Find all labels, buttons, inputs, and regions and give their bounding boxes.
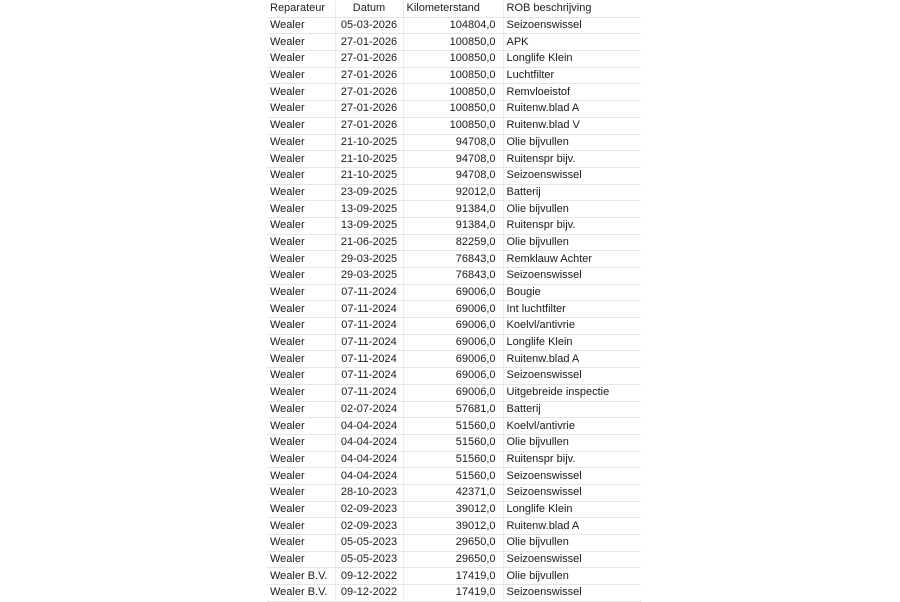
cell-rob-beschrijving: Seizoenswissel [503, 551, 641, 568]
table-row [267, 151, 641, 168]
cell-rob-beschrijving: Seizoenswissel [503, 368, 641, 385]
cell-rob-beschrijving: Olie bijvullen [503, 535, 641, 552]
cell-datum: 09-12-2022 [335, 585, 403, 602]
cell-rob-beschrijving: Longlife Klein [503, 334, 641, 351]
cell-datum: 21-10-2025 [335, 167, 403, 184]
table-row [267, 117, 641, 134]
cell-datum: 07-11-2024 [335, 301, 403, 318]
cell-kilometerstand: 39012,0 [403, 518, 503, 535]
table-row [267, 351, 641, 368]
cell-kilometerstand: 94708,0 [403, 167, 503, 184]
cell-reparateur: Wealer [267, 151, 335, 168]
cell-reparateur: Wealer [267, 134, 335, 151]
header-rob-beschrijving: ROB beschrijving [503, 1, 641, 17]
cell-datum: 07-11-2024 [335, 284, 403, 301]
cell-rob-beschrijving: Seizoenswissel [503, 268, 641, 285]
cell-datum: 07-11-2024 [335, 334, 403, 351]
cell-kilometerstand: 91384,0 [403, 217, 503, 234]
cell-datum: 27-01-2026 [335, 67, 403, 84]
cell-datum: 21-06-2025 [335, 234, 403, 251]
cell-rob-beschrijving: Batterij [503, 401, 641, 418]
table-row [267, 268, 641, 285]
cell-reparateur: Wealer [267, 468, 335, 485]
cell-reparateur: Wealer [267, 484, 335, 501]
header-row [267, 1, 641, 17]
maintenance-history-table [267, 1, 641, 602]
cell-kilometerstand: 29650,0 [403, 535, 503, 552]
table-row [267, 501, 641, 518]
cell-datum: 09-12-2022 [335, 568, 403, 585]
cell-reparateur: Wealer [267, 334, 335, 351]
cell-rob-beschrijving: Seizoenswissel [503, 585, 641, 602]
cell-kilometerstand: 104804,0 [403, 17, 503, 34]
cell-datum: 04-04-2024 [335, 418, 403, 435]
cell-reparateur: Wealer [267, 167, 335, 184]
cell-kilometerstand: 69006,0 [403, 301, 503, 318]
cell-reparateur: Wealer [267, 268, 335, 285]
cell-reparateur: Wealer [267, 384, 335, 401]
cell-kilometerstand: 91384,0 [403, 201, 503, 218]
header-reparateur: Reparateur [267, 1, 335, 17]
table-row [267, 585, 641, 602]
cell-kilometerstand: 39012,0 [403, 501, 503, 518]
cell-datum: 07-11-2024 [335, 318, 403, 335]
cell-reparateur: Wealer [267, 67, 335, 84]
cell-datum: 05-03-2026 [335, 17, 403, 34]
cell-rob-beschrijving: Ruitenw.blad A [503, 518, 641, 535]
cell-rob-beschrijving: Olie bijvullen [503, 201, 641, 218]
cell-rob-beschrijving: Remklauw Achter [503, 251, 641, 268]
cell-kilometerstand: 69006,0 [403, 384, 503, 401]
cell-datum: 02-09-2023 [335, 518, 403, 535]
cell-kilometerstand: 51560,0 [403, 468, 503, 485]
table-row [267, 51, 641, 68]
cell-rob-beschrijving: Koelvl/antivrie [503, 418, 641, 435]
table-row [267, 468, 641, 485]
cell-rob-beschrijving: Ruitenw.blad A [503, 351, 641, 368]
cell-reparateur: Wealer [267, 318, 335, 335]
cell-datum: 27-01-2026 [335, 101, 403, 118]
cell-rob-beschrijving: Koelvl/antivrie [503, 318, 641, 335]
cell-reparateur: Wealer [267, 101, 335, 118]
cell-reparateur: Wealer [267, 434, 335, 451]
cell-reparateur: Wealer [267, 401, 335, 418]
cell-reparateur: Wealer [267, 34, 335, 51]
header-datum: Datum [335, 1, 403, 17]
cell-rob-beschrijving: Olie bijvullen [503, 134, 641, 151]
cell-kilometerstand: 51560,0 [403, 434, 503, 451]
cell-kilometerstand: 57681,0 [403, 401, 503, 418]
table-row [267, 67, 641, 84]
cell-kilometerstand: 69006,0 [403, 368, 503, 385]
cell-kilometerstand: 17419,0 [403, 568, 503, 585]
cell-kilometerstand: 69006,0 [403, 334, 503, 351]
cell-reparateur: Wealer [267, 251, 335, 268]
table-row [267, 518, 641, 535]
cell-rob-beschrijving: Seizoenswissel [503, 167, 641, 184]
cell-kilometerstand: 100850,0 [403, 117, 503, 134]
table-row [267, 334, 641, 351]
cell-kilometerstand: 100850,0 [403, 34, 503, 51]
cell-datum: 21-10-2025 [335, 151, 403, 168]
cell-reparateur: Wealer [267, 451, 335, 468]
table-row [267, 234, 641, 251]
table-row [267, 201, 641, 218]
cell-rob-beschrijving: Seizoenswissel [503, 17, 641, 34]
cell-rob-beschrijving: Bougie [503, 284, 641, 301]
cell-datum: 27-01-2026 [335, 117, 403, 134]
table-row [267, 368, 641, 385]
cell-reparateur: Wealer [267, 284, 335, 301]
cell-rob-beschrijving: Seizoenswissel [503, 484, 641, 501]
cell-datum: 21-10-2025 [335, 134, 403, 151]
cell-reparateur: Wealer B.V. [267, 568, 335, 585]
cell-kilometerstand: 100850,0 [403, 51, 503, 68]
cell-reparateur: Wealer [267, 535, 335, 552]
cell-rob-beschrijving: Remvloeistof [503, 84, 641, 101]
cell-datum: 02-07-2024 [335, 401, 403, 418]
cell-kilometerstand: 17419,0 [403, 585, 503, 602]
cell-rob-beschrijving: Ruitenw.blad V [503, 117, 641, 134]
table-row [267, 184, 641, 201]
cell-kilometerstand: 51560,0 [403, 418, 503, 435]
cell-kilometerstand: 42371,0 [403, 484, 503, 501]
cell-rob-beschrijving: APK [503, 34, 641, 51]
cell-datum: 29-03-2025 [335, 251, 403, 268]
cell-rob-beschrijving: Ruitenspr bijv. [503, 451, 641, 468]
header-kilometerstand: Kilometerstand [403, 1, 503, 17]
cell-datum: 02-09-2023 [335, 501, 403, 518]
cell-datum: 07-11-2024 [335, 368, 403, 385]
table-row [267, 418, 641, 435]
cell-reparateur: Wealer [267, 201, 335, 218]
cell-reparateur: Wealer [267, 51, 335, 68]
cell-reparateur: Wealer [267, 117, 335, 134]
cell-kilometerstand: 94708,0 [403, 151, 503, 168]
cell-rob-beschrijving: Ruitenw.blad A [503, 101, 641, 118]
table-row [267, 451, 641, 468]
cell-rob-beschrijving: Olie bijvullen [503, 234, 641, 251]
cell-reparateur: Wealer [267, 368, 335, 385]
cell-rob-beschrijving: Ruitenspr bijv. [503, 217, 641, 234]
cell-rob-beschrijving: Ruitenspr bijv. [503, 151, 641, 168]
cell-rob-beschrijving: Olie bijvullen [503, 568, 641, 585]
cell-reparateur: Wealer [267, 301, 335, 318]
cell-kilometerstand: 69006,0 [403, 318, 503, 335]
cell-kilometerstand: 29650,0 [403, 551, 503, 568]
cell-rob-beschrijving: Uitgebreide inspectie [503, 384, 641, 401]
table-row [267, 84, 641, 101]
table-row [267, 401, 641, 418]
cell-rob-beschrijving: Luchtfilter [503, 67, 641, 84]
cell-datum: 05-05-2023 [335, 535, 403, 552]
cell-datum: 07-11-2024 [335, 351, 403, 368]
table-row [267, 251, 641, 268]
table-row [267, 384, 641, 401]
cell-rob-beschrijving: Batterij [503, 184, 641, 201]
cell-kilometerstand: 51560,0 [403, 451, 503, 468]
cell-datum: 04-04-2024 [335, 468, 403, 485]
cell-kilometerstand: 82259,0 [403, 234, 503, 251]
cell-kilometerstand: 94708,0 [403, 134, 503, 151]
table-row [267, 318, 641, 335]
cell-datum: 27-01-2026 [335, 34, 403, 51]
cell-datum: 05-05-2023 [335, 551, 403, 568]
table-row [267, 535, 641, 552]
cell-rob-beschrijving: Olie bijvullen [503, 434, 641, 451]
cell-datum: 07-11-2024 [335, 384, 403, 401]
table-row [267, 101, 641, 118]
table-row [267, 434, 641, 451]
table-header [267, 1, 641, 17]
cell-reparateur: Wealer [267, 418, 335, 435]
cell-rob-beschrijving: Longlife Klein [503, 51, 641, 68]
cell-kilometerstand: 69006,0 [403, 284, 503, 301]
cell-reparateur: Wealer [267, 84, 335, 101]
cell-datum: 28-10-2023 [335, 484, 403, 501]
cell-kilometerstand: 76843,0 [403, 251, 503, 268]
cell-kilometerstand: 92012,0 [403, 184, 503, 201]
cell-datum: 04-04-2024 [335, 434, 403, 451]
table-row [267, 284, 641, 301]
cell-datum: 29-03-2025 [335, 268, 403, 285]
table-row [267, 134, 641, 151]
cell-reparateur: Wealer [267, 518, 335, 535]
cell-rob-beschrijving: Seizoenswissel [503, 468, 641, 485]
cell-datum: 04-04-2024 [335, 451, 403, 468]
cell-reparateur: Wealer [267, 351, 335, 368]
cell-reparateur: Wealer [267, 551, 335, 568]
table-row [267, 217, 641, 234]
cell-datum: 13-09-2025 [335, 201, 403, 218]
table-row [267, 484, 641, 501]
cell-kilometerstand: 100850,0 [403, 67, 503, 84]
cell-datum: 23-09-2025 [335, 184, 403, 201]
cell-reparateur: Wealer [267, 184, 335, 201]
cell-rob-beschrijving: Int luchtfilter [503, 301, 641, 318]
cell-datum: 27-01-2026 [335, 84, 403, 101]
cell-reparateur: Wealer B.V. [267, 585, 335, 602]
cell-reparateur: Wealer [267, 17, 335, 34]
cell-datum: 27-01-2026 [335, 51, 403, 68]
cell-reparateur: Wealer [267, 234, 335, 251]
table-row [267, 167, 641, 184]
cell-datum: 13-09-2025 [335, 217, 403, 234]
table-body [267, 17, 641, 601]
cell-reparateur: Wealer [267, 501, 335, 518]
table-row [267, 34, 641, 51]
cell-kilometerstand: 76843,0 [403, 268, 503, 285]
cell-kilometerstand: 100850,0 [403, 84, 503, 101]
table-row [267, 551, 641, 568]
cell-rob-beschrijving: Longlife Klein [503, 501, 641, 518]
cell-kilometerstand: 69006,0 [403, 351, 503, 368]
cell-reparateur: Wealer [267, 217, 335, 234]
cell-kilometerstand: 100850,0 [403, 101, 503, 118]
table-row [267, 301, 641, 318]
table-row [267, 568, 641, 585]
table-row [267, 17, 641, 34]
